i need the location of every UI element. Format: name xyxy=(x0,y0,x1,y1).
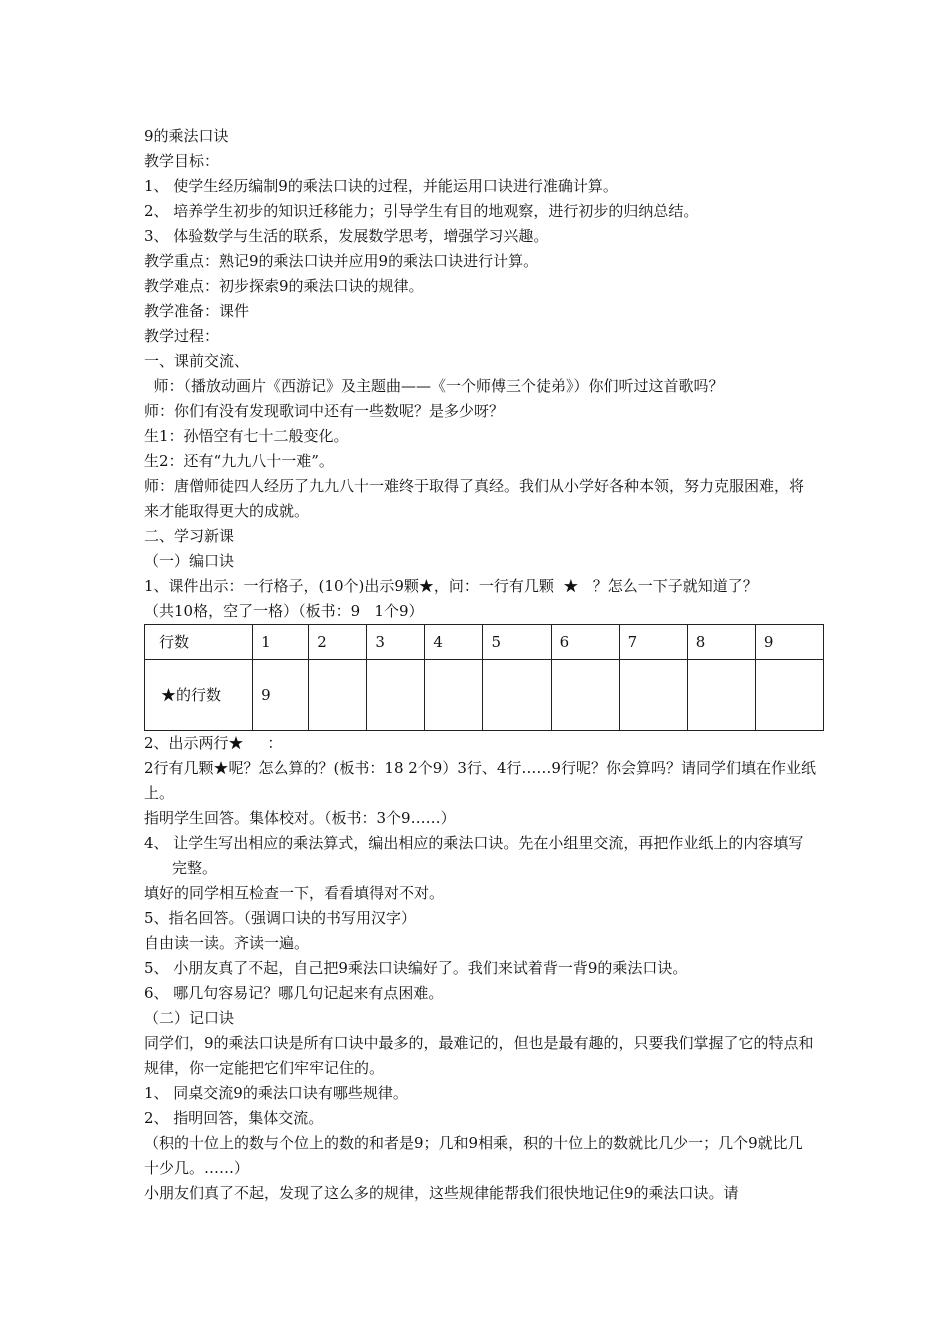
table-cell: 3 xyxy=(367,625,425,660)
step-line: 自由读一读。齐读一遍。 xyxy=(144,934,310,952)
table-cell: 1 xyxy=(253,625,309,660)
preparation: 教学准备：课件 xyxy=(144,302,250,320)
memorize-paragraph: 同学们，9的乘法口诀是所有口诀中最多的，最难记的，但也是最有趣的，只要我们掌握了它的特点和规律，你一定能把它们牢牢记住的。 xyxy=(144,1034,814,1077)
step-line: 填好的同学相互检查一下，看看填得对不对。 xyxy=(144,884,445,902)
dialogue-line: 师：你们有没有发现歌词中还有一些数呢？是多少呀？ xyxy=(144,402,505,420)
step-line: 5、 小朋友真了不起，自己把9乘法口诀编好了。我们来试着背一背9的乘法口诀。 xyxy=(144,959,688,977)
table-cell xyxy=(425,660,483,731)
table-cell: 2 xyxy=(309,625,367,660)
step-paragraph: 2行有几颗★呢？怎么算的？(板书：18 2个9）3行、4行……9行呢？你会算吗？请同学们填在作业纸上。 xyxy=(144,759,816,802)
step-line: 2、出示两行★ ： xyxy=(144,734,283,752)
table-cell xyxy=(483,660,551,731)
table-cell: 4 xyxy=(425,625,483,660)
table-cell: 7 xyxy=(619,625,687,660)
goal-item: 2、 培养学生初步的知识迁移能力；引导学生有目的地观察，进行初步的归纳总结。 xyxy=(144,202,699,220)
step-line: 5、指名回答。（强调口诀的书写用汉字） xyxy=(144,909,417,927)
dialogue-paragraph: 师：唐僧师徒四人经历了九九八十一难终于取得了真经。我们从小学好各种本领，努力克服困难，将来才能取得更大的成就。 xyxy=(144,477,805,520)
step-line: 指明学生回答。集体校对。（板书：3个9……） xyxy=(144,809,456,827)
section-heading: 一、课前交流、 xyxy=(144,352,250,370)
dialogue-line: 生1：孙悟空有七十二般变化。 xyxy=(144,427,349,445)
table-row xyxy=(145,625,824,660)
step-line: 6、 哪几句容易记？哪几句记起来有点困难。 xyxy=(144,984,444,1002)
table-cell xyxy=(619,660,687,731)
dialogue-line: 师：（播放动画片《西游记》及主题曲——《一个师傅三个徒弟》）你们听过这首歌吗？ xyxy=(144,377,724,395)
row-label-cell: 行数 xyxy=(145,625,253,660)
key-point: 教学重点：熟记9的乘法口诀并应用9的乘法口诀进行计算。 xyxy=(144,252,539,270)
table-cell xyxy=(687,660,755,731)
table-cell: 9 xyxy=(755,625,823,660)
table-cell: 6 xyxy=(551,625,619,660)
star-table xyxy=(144,624,824,731)
goals-heading: 教学目标： xyxy=(144,152,220,170)
table-cell: 8 xyxy=(687,625,755,660)
table-cell: 9 xyxy=(253,660,309,731)
step-line: 1、 同桌交流9的乘法口诀有哪些规律。 xyxy=(144,1084,408,1102)
difficulty: 教学难点：初步探索9的乘法口诀的规律。 xyxy=(144,277,424,295)
step-line: （共10格，空了一格）（板书：9 1个9） xyxy=(144,602,424,620)
document-title: 9的乘法口诀 xyxy=(144,127,229,145)
table-cell: 5 xyxy=(483,625,551,660)
star-label-cell: ★的行数 xyxy=(145,660,253,731)
step-paragraph: 4、 让学生写出相应的乘法算式，编出相应的乘法口诀。先在小组里交流，再把作业纸上的内容填写完整。 xyxy=(144,834,804,877)
goal-item: 1、 使学生经历编制9的乘法口诀的过程，并能运用口诀进行准确计算。 xyxy=(144,177,618,195)
step-line: 1、课件出示：一行格子，(10个)出示9颗★，问：一行有几颗 ★ ？怎么一下子就知道了？ xyxy=(144,577,758,595)
table-cell xyxy=(551,660,619,731)
subsection-heading: （二）记口诀 xyxy=(144,1009,235,1027)
table-row xyxy=(145,660,824,731)
goal-item: 3、 体验数学与生活的联系，发展数学思考，增强学习兴趣。 xyxy=(144,227,549,245)
document-body xyxy=(144,124,816,1206)
subsection-heading: （一）编口诀 xyxy=(144,552,235,570)
section-heading: 二、学习新课 xyxy=(144,527,235,545)
rule-paragraph: （积的十位上的数与个位上的数的和者是9；几和9相乘，积的十位上的数就比几少一；几个9就比几十少几。……） xyxy=(144,1134,803,1177)
dialogue-line: 生2：还有“九九八十一难”。 xyxy=(144,452,334,470)
table-cell xyxy=(755,660,823,731)
table-cell xyxy=(309,660,367,731)
step-line: 2、 指明回答，集体交流。 xyxy=(144,1109,324,1127)
closing-line: 小朋友们真了不起，发现了这么多的规律，这些规律能帮我们很快地记住9的乘法口诀。请 xyxy=(144,1184,739,1202)
table-cell xyxy=(367,660,425,731)
process-heading: 教学过程： xyxy=(144,327,220,345)
